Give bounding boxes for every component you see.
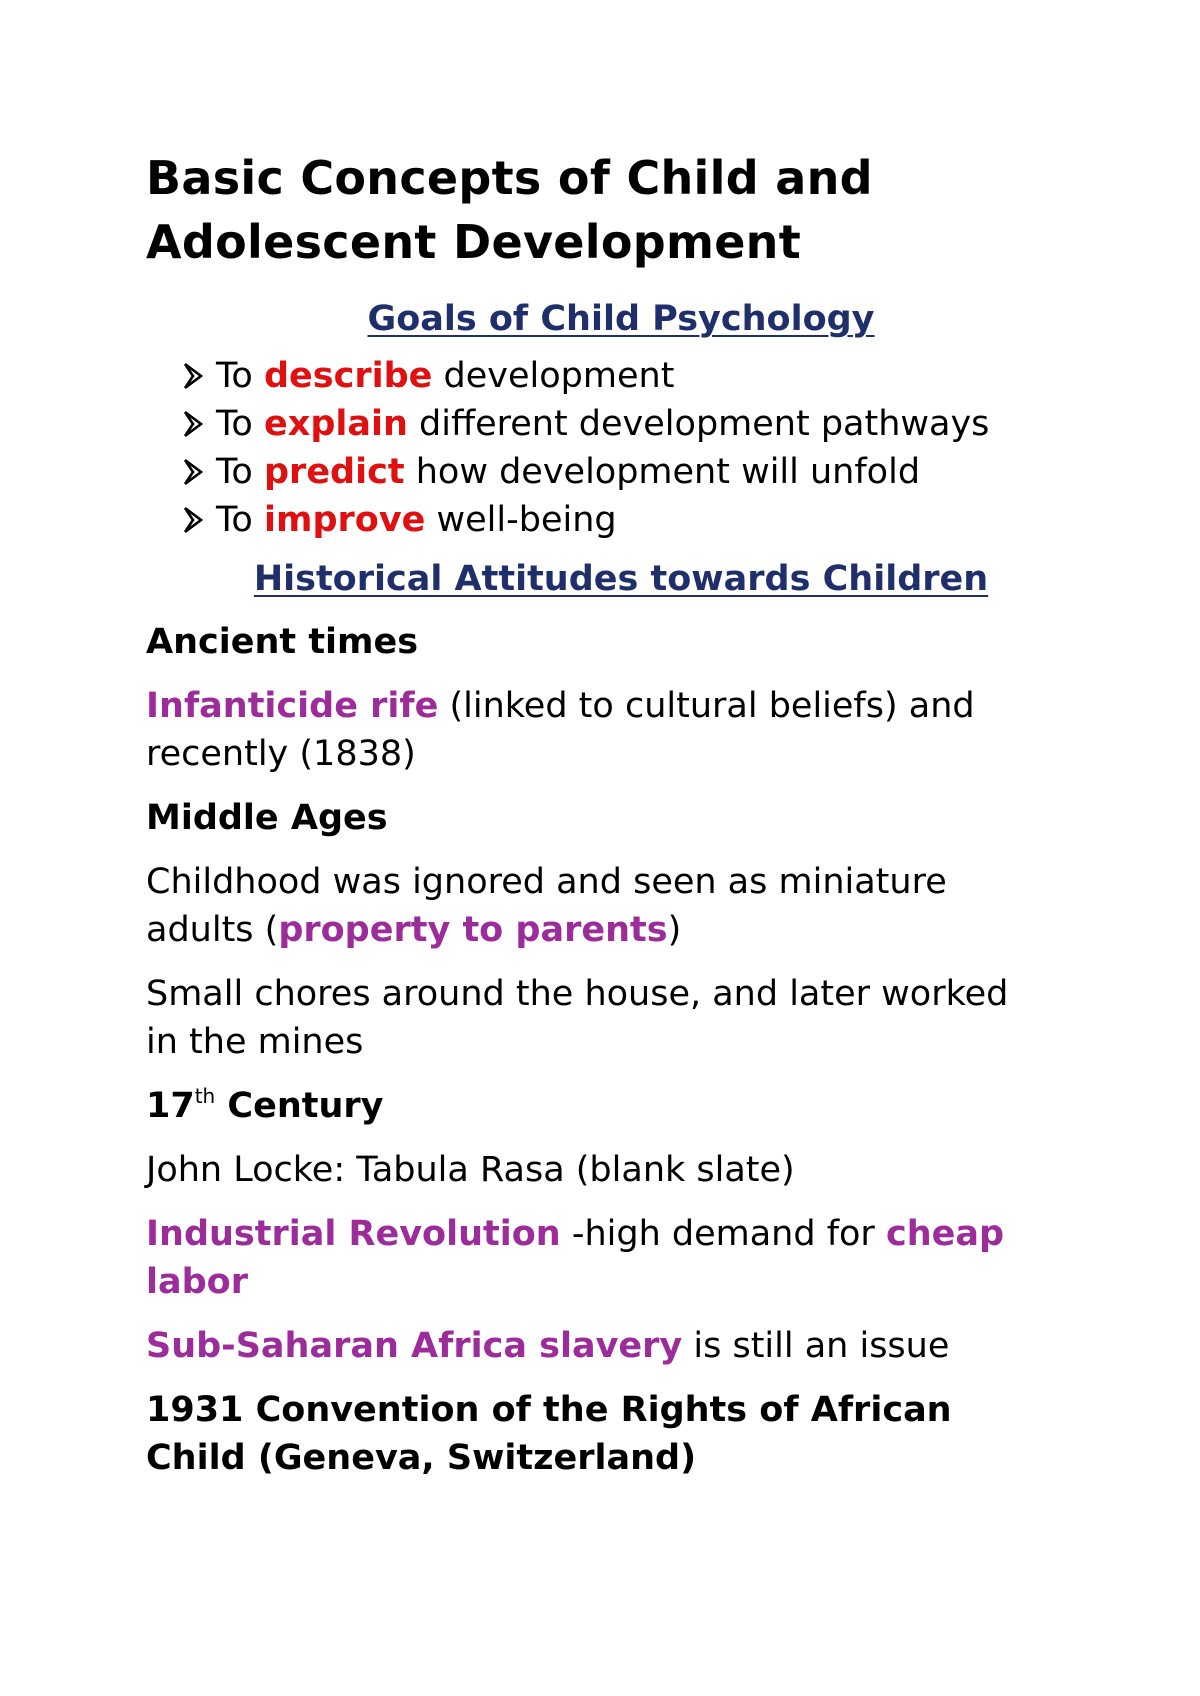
convention-paragraph	[146, 1386, 1076, 1482]
goal-rest: different development pathways	[407, 404, 990, 444]
goal-item-improve	[182, 496, 1076, 544]
locke-paragraph: John Locke: Tabula Rasa (blank slate)	[146, 1150, 795, 1190]
goal-prefix: To	[216, 356, 253, 396]
middle-ages-p1-prefix: adults (	[146, 910, 279, 950]
goal-keyword: improve	[264, 500, 426, 540]
goal-prefix: To	[216, 500, 253, 540]
goal-rest: how development will unfold	[404, 452, 921, 492]
industrial-revolution-paragraph	[146, 1210, 1076, 1306]
middle-ages-p1-line1: Childhood was ignored and seen as miniature	[146, 862, 947, 902]
goal-prefix: To	[216, 452, 253, 492]
goal-keyword: predict	[264, 452, 405, 492]
era-heading-17th-century	[146, 1082, 1076, 1130]
middle-ages-p2-line2: in the mines	[146, 1022, 364, 1062]
middle-ages-paragraph-2	[146, 970, 1076, 1066]
ancient-keyword: Infanticide rife	[146, 686, 439, 726]
industrial-revolution-middle: -high demand for	[560, 1214, 886, 1254]
century-label: Century	[215, 1086, 384, 1126]
goal-keyword: describe	[264, 356, 433, 396]
arrow-bullet-icon	[182, 409, 204, 439]
convention-line1: 1931 Convention of the Rights of African	[146, 1390, 952, 1430]
arrow-bullet-icon	[182, 505, 204, 535]
arrow-bullet-icon	[182, 361, 204, 391]
goal-rest: development	[432, 356, 675, 396]
goal-prefix: To	[216, 404, 253, 444]
goals-heading: Goals of Child Psychology	[367, 299, 875, 339]
slavery-keyword: Sub-Saharan Africa slavery	[146, 1326, 683, 1366]
ancient-paragraph	[146, 682, 1076, 778]
middle-ages-keyword: property to parents	[278, 910, 668, 950]
document-content	[146, 146, 1076, 1482]
goal-keyword: explain	[264, 404, 408, 444]
convention-line2: Child (Geneva, Switzerland)	[146, 1438, 697, 1478]
goal-rest: well-being	[425, 500, 617, 540]
industrial-revolution-keyword: Industrial Revolution	[146, 1214, 561, 1254]
goal-item-describe	[182, 352, 1076, 400]
slavery-rest: is still an issue	[682, 1326, 950, 1366]
era-heading-ancient: Ancient times	[146, 622, 419, 662]
century-ordinal-suffix: th	[194, 1084, 216, 1108]
labor-keyword: labor	[146, 1262, 248, 1302]
middle-ages-paragraph-1	[146, 858, 1076, 954]
middle-ages-p2-line1: Small chores around the house, and later worked	[146, 974, 1009, 1014]
century-number: 17	[146, 1086, 195, 1126]
document-title-line-2: Adolescent Development	[146, 215, 802, 269]
cheap-keyword: cheap	[885, 1214, 1005, 1254]
document-title-line-1: Basic Concepts of Child and	[146, 151, 873, 205]
history-heading: Historical Attitudes towards Children	[253, 559, 989, 599]
goals-list	[182, 352, 1076, 544]
ancient-line1-rest: (linked to cultural beliefs) and	[438, 686, 975, 726]
goal-item-explain	[182, 400, 1076, 448]
era-heading-middle-ages: Middle Ages	[146, 798, 388, 838]
middle-ages-p1-suffix: )	[667, 910, 682, 950]
slavery-paragraph	[146, 1322, 1076, 1370]
arrow-bullet-icon	[182, 457, 204, 487]
document-title	[146, 146, 1076, 274]
goal-item-predict	[182, 448, 1076, 496]
ancient-line2: recently (1838)	[146, 734, 416, 774]
